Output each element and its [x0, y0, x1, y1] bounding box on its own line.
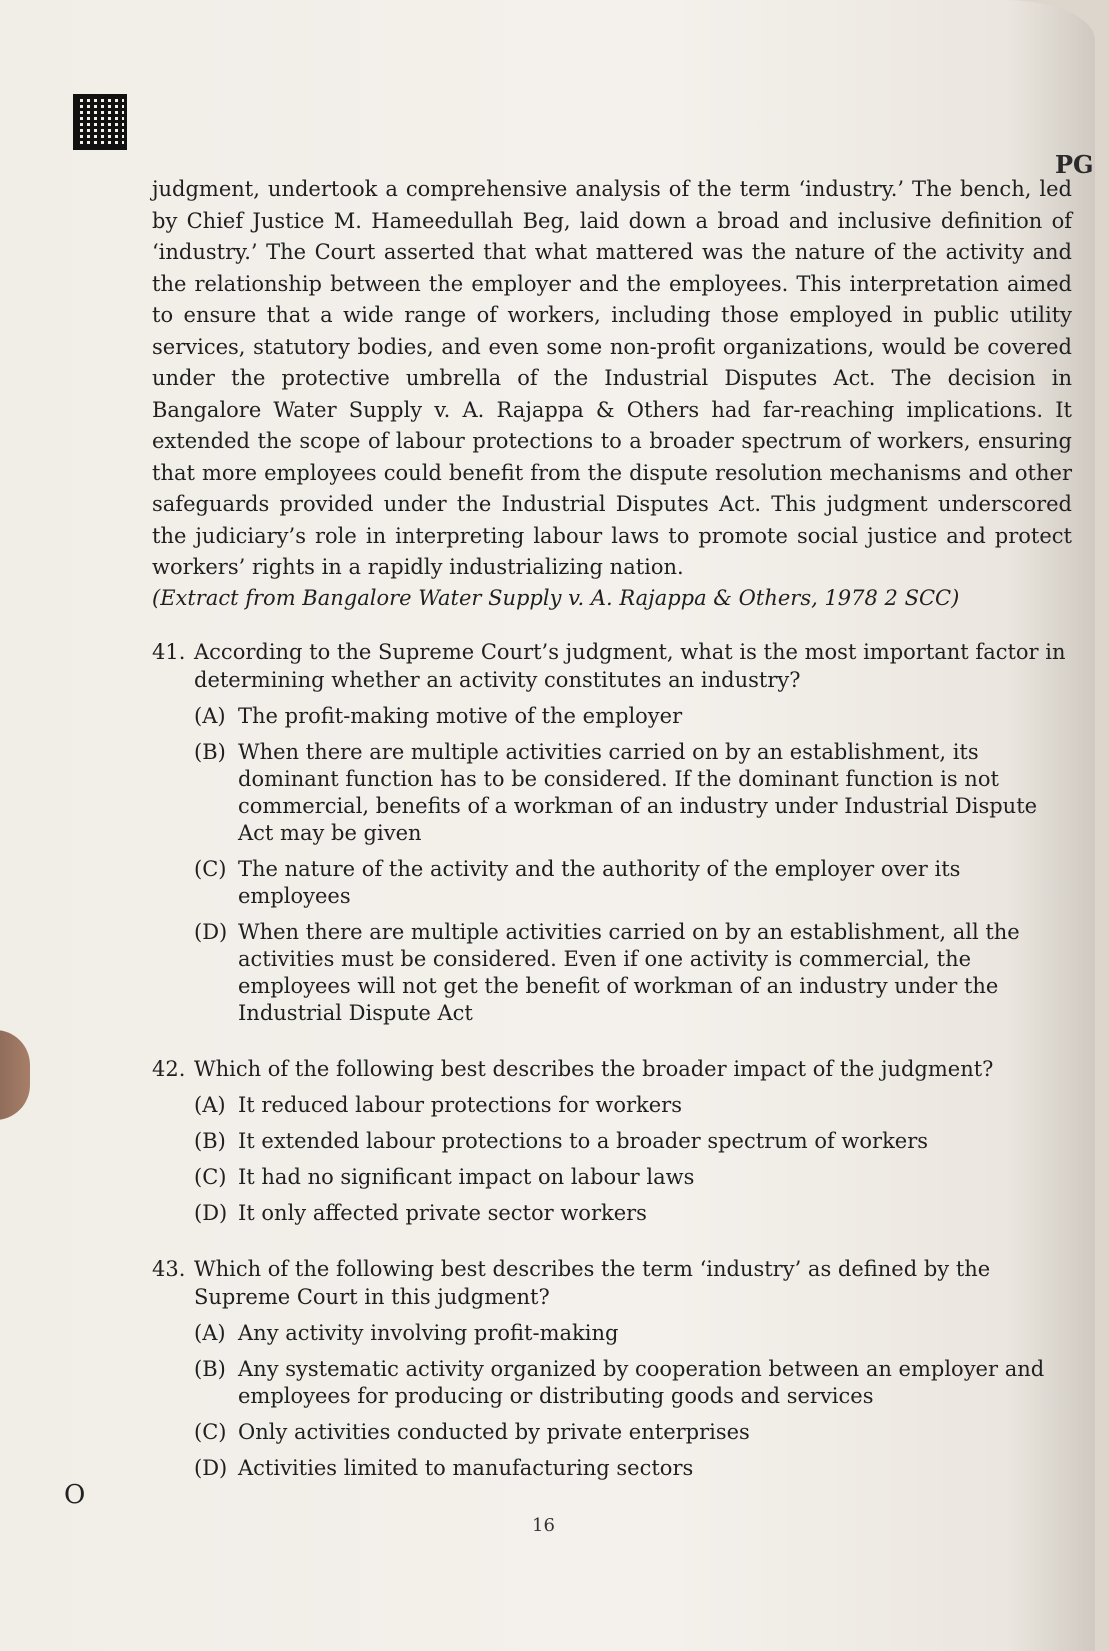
question-43 [152, 1255, 1072, 1482]
option-text: Only activities conducted by private enterprises [238, 1419, 750, 1444]
answer-option [194, 856, 1072, 910]
option-text: The nature of the activity and the authority of the employer over its employees [238, 856, 961, 908]
option-label: (D) [194, 1455, 228, 1480]
option-label: (A) [194, 703, 226, 728]
option-text: When there are multiple activities carried on by an establishment, its dominant function has to be considered. If the dominant function is not commercial, benefits of a workman of an industry under Industrial Dispute Act may be given [238, 739, 1038, 845]
option-label: (D) [194, 919, 228, 944]
option-label: (B) [194, 1128, 226, 1153]
answer-option [194, 1356, 1072, 1410]
question-42 [152, 1055, 1072, 1227]
answer-option [194, 1200, 1072, 1227]
answer-option [194, 739, 1072, 847]
question-stem [152, 1255, 1072, 1311]
option-label: (C) [194, 1419, 227, 1444]
paper-code: PG [1055, 150, 1094, 179]
question-list [152, 638, 1072, 1482]
page-number: 16 [532, 1515, 555, 1536]
answer-option [194, 919, 1072, 1027]
option-text: Any activity involving profit-making [238, 1320, 619, 1345]
question-stem [152, 1055, 1072, 1083]
option-list [194, 1092, 1072, 1227]
option-label: (B) [194, 739, 226, 764]
question-stem [152, 638, 1072, 694]
question-text: According to the Supreme Court’s judgment, what is the most important factor in determining whether an activity constitutes an industry? [194, 639, 1066, 692]
passage-citation: (Extract from Bangalore Water Supply v. A. Rajappa & Others, 1978 2 SCC) [152, 585, 960, 610]
option-text: Any systematic activity organized by cooperation between an employer and employees for producing or distributing goods and services [238, 1356, 1045, 1408]
option-text: It had no significant impact on labour laws [238, 1164, 695, 1189]
question-text: Which of the following best describes the broader impact of the judgment? [194, 1056, 994, 1081]
option-label: (B) [194, 1356, 226, 1381]
option-label: (A) [194, 1092, 226, 1117]
option-label: (D) [194, 1200, 228, 1225]
passage-text: judgment, undertook a comprehensive analysis of the term ‘industry.’ The bench, led by Chief Justice M. Hameedullah Beg, laid down a broad and inclusive definition of ‘industry.’ The Court asserted that what mattered was the nature of the activity and the relationship between the employer and the employees. This interpretation aimed to ensure that a wide range of workers, including those employed in public utility services, statutory bodies, and even some non-profit organizations, would be covered under the protective umbrella of the Industrial Disputes Act. The decision in Bangalore Water Supply v. A. Rajappa & Others had far-reaching implications. It extended the scope of labour protections to a broader spectrum of workers, ensuring that more employees could benefit from the dispute resolution mechanisms and other safeguards provided under the Industrial Disputes Act. This judgment underscored the judiciary’s role in interpreting labour laws to promote social justice and protect workers’ rights in a rapidly industrializing nation. [152, 177, 1072, 579]
answer-option [194, 703, 1072, 730]
answer-option [194, 1128, 1072, 1155]
option-text: It only affected private sector workers [238, 1200, 647, 1225]
option-label: (C) [194, 856, 227, 881]
option-text: It reduced labour protections for workers [238, 1092, 682, 1117]
option-text: It extended labour protections to a broader spectrum of workers [238, 1128, 929, 1153]
question-number: 43. [152, 1256, 186, 1281]
margin-mark: O [64, 1480, 86, 1510]
answer-option [194, 1320, 1072, 1347]
question-41 [152, 638, 1072, 1027]
option-label: (C) [194, 1164, 227, 1189]
answer-option [194, 1164, 1072, 1191]
option-text: The profit-making motive of the employer [238, 703, 683, 728]
option-label: (A) [194, 1320, 226, 1345]
option-text: When there are multiple activities carried on by an establishment, all the activities must be considered. Even if one activity is commercial, the employees will not get the benefit of workman of an industry under the Industrial Dispute Act [238, 919, 1020, 1025]
datamatrix-barcode-icon [73, 94, 127, 150]
page-content [152, 174, 1072, 1482]
option-list [194, 703, 1072, 1027]
question-text: Which of the following best describes the term ‘industry’ as defined by the Supreme Court in this judgment? [194, 1256, 991, 1309]
answer-option [194, 1455, 1072, 1482]
answer-option [194, 1092, 1072, 1119]
thumb-in-frame [0, 1030, 30, 1120]
question-number: 41. [152, 639, 186, 664]
question-number: 42. [152, 1056, 186, 1081]
answer-option [194, 1419, 1072, 1446]
option-text: Activities limited to manufacturing sectors [238, 1455, 694, 1480]
option-list [194, 1320, 1072, 1482]
